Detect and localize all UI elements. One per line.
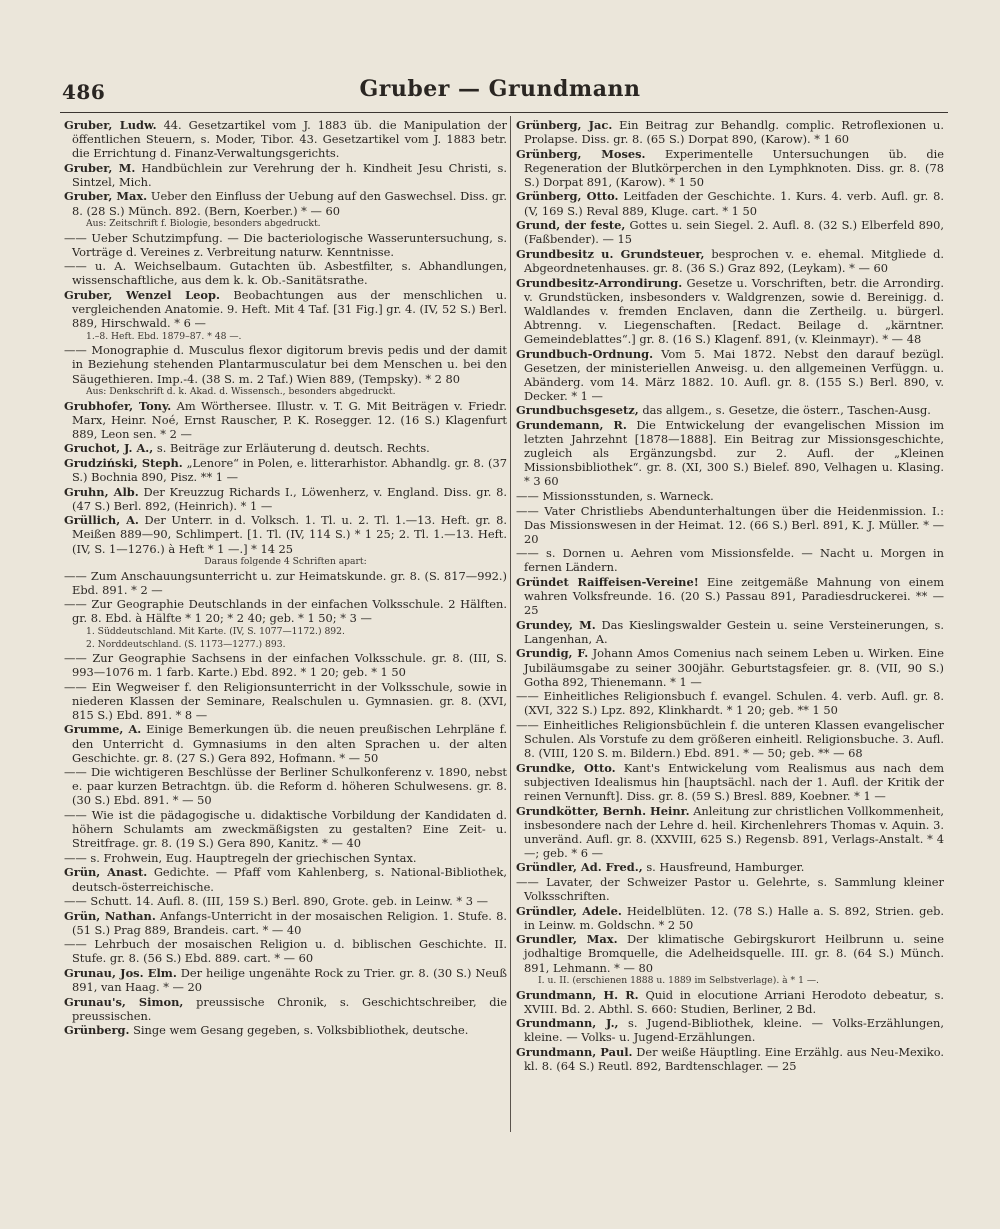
bibliography-entry	[516, 689, 944, 717]
bibliography-entry	[516, 276, 944, 346]
entry-heading: Grünberg, Jac.	[516, 118, 613, 132]
entry-text: Johann Amos Comenius nach seinem Leben u. Wirken. Eine Jubiläumsgabe zu seiner 300jähr. Geburtstagsfeier. gr. 8. (VII, 90 S.) Gotha 892, Thienemann. * 1 —	[524, 646, 944, 689]
bibliography-entry	[516, 575, 944, 617]
bibliography-entry	[64, 651, 507, 679]
entry-text: besprochen v. e. ehemal. Mitgliede d. Abgeordnetenhauses. gr. 8. (36 S.) Graz 892, (Leykam). * — 60	[524, 246, 944, 275]
entry-text: —— Die wichtigeren Beschlüsse der Berliner Schulkonferenz v. 1890, nebst e. paar kurzen Betrachtgn. üb. die Reform d. höheren Schulwesens. gr. 8. (30 S.) Ebd. 891. * — 50	[64, 765, 507, 808]
entry-heading: Grüllich, A.	[64, 513, 139, 528]
bibliography-entry	[64, 569, 507, 597]
bibliography-entry	[64, 722, 507, 764]
entry-note: 1.–8. Heft. Ebd. 1879–87. * 48 —.	[86, 330, 242, 342]
entry-text: Anleitung zur christlichen Vollkommenheit, insbesondere nach der Lehre d. heil. Kirchenlehrers Thomas v. Aquin. 3. unveränd. Aufl. gr. 8. (XXVIII, 625 S.) Regensb. 891, Verlags-Anstalt. * 4 —; geb. * 6 —	[524, 803, 944, 860]
bibliography-entry	[64, 231, 507, 259]
entry-heading: Gründler, Adele.	[516, 903, 622, 918]
entry-heading: Grunau, Jos. Elm.	[64, 966, 177, 981]
entry-text: Gottes u. sein Siegel. 2. Aufl. 8. (32 S.) Elberfeld 890, (Faßbender). — 15	[524, 218, 944, 247]
entry-heading: Grund, der feste,	[516, 218, 626, 233]
bibliography-entry	[516, 618, 944, 646]
entry-text: Heidelblüten. 12. (78 S.) Halle a. S. 892, Strien. geb. in Leinw. m. Goldschn. * 2 50	[524, 903, 944, 932]
entry-text: Experimentelle Untersuchungen üb. die Regeneration der Blutkörperchen in den Lymphknoten. Diss. gr. 8. (78 S.) Dorpat 891, (Karow). * 1 50	[524, 146, 944, 189]
entry-note: Daraus folgende 4 Schriften apart:	[204, 556, 367, 568]
bibliography-entry	[64, 513, 507, 555]
bibliography-entry	[64, 680, 507, 722]
bibliography-entry	[516, 118, 944, 146]
entry-text: —— Wie ist die pädagogische u. didaktische Vorbildung der Kandidaten d. höhern Schulamts am zweckmäßigsten zu gestalten? Eine Zeit- u. Streitfrage. gr. 8. (19 S.) Gera 890, Kanitz. * — 40	[64, 808, 507, 851]
entry-text: —— Missionsstunden, s. Warneck.	[516, 488, 714, 503]
entry-text: —— Zur Geographie Deutschlands in der einfachen Volksschule. 2 Hälften. gr. 8. Ebd. à Hälfte * 1 20; * 2 40; geb. * 1 50; * 3 —	[64, 597, 507, 626]
entry-text: Der weiße Häuptling. Eine Erzählg. aus Neu-Mexiko. kl. 8. (64 S.) Reutl. 892, Bardtenschlager. — 25	[524, 1045, 944, 1074]
entry-text: s. Hausfreund, Hamburger.	[646, 860, 805, 875]
entry-heading: Gruhn, Alb.	[64, 484, 139, 499]
bibliography-entry	[516, 875, 944, 903]
entry-text: Der Kreuzzug Richards I., Löwenherz, v. England. Diss. gr. 8. (47 S.) Berl. 892, (Heinrich). * 1 —	[72, 484, 507, 513]
entry-heading: Grundbesitz u. Grundsteuer,	[516, 246, 705, 261]
entry-heading: Grudziński, Steph.	[64, 455, 183, 470]
bibliography-entry	[64, 597, 507, 625]
bibliography-entry	[64, 161, 507, 189]
bibliography-entry	[516, 403, 944, 417]
entry-text: 44. Gesetzartikel vom J. 1883 üb. die Manipulation der öffentlichen Steuern, s. Moder, Tibor. 43. Gesetzartikel vom J. 1883 betr. die Errichtung d. Finanz-Verwaltungsgerichts.	[72, 118, 507, 161]
bibliography-entry	[516, 932, 944, 974]
bibliography-entry	[64, 189, 507, 217]
entry-heading: Grundke, Otto.	[516, 760, 616, 775]
entry-text: —— Ueber Schutzimpfung. — Die bacteriologische Wasseruntersuchung, s. Vorträge d. Vereines z. Verbreitung naturw. Kenntnisse.	[64, 230, 507, 259]
entry-text: Singe wem Gesang gegeben, s. Volksbibliothek, deutsche.	[133, 1023, 469, 1038]
entry-note: 1. Süddeutschland. Mit Karte. (IV, S. 1077—1172.) 892.	[86, 626, 345, 637]
page-number: 486	[62, 80, 106, 104]
column-divider	[510, 116, 511, 1132]
bibliography-entry	[64, 865, 507, 893]
bibliography-entry	[516, 147, 944, 189]
entry-text: Eine zeitgemäße Mahnung von einem wahren Volksfreunde. 16. (20 S.) Passau 891, Paradiesdruckerei. ** — 25	[524, 575, 944, 618]
entry-heading: Grün, Anast.	[64, 865, 148, 880]
entry-text: Gedichte. — Pfaff vom Kahlenberg, s. National-Bibliothek, deutsch-österreichische.	[72, 865, 507, 894]
bibliography-entry	[516, 546, 944, 574]
entry-text: —— Lehrbuch der mosaischen Religion u. d. biblischen Geschichte. II. Stufe. gr. 8. (56 S.) Ebd. 889. cart. * — 60	[64, 937, 507, 966]
bibliography-entry	[64, 1023, 507, 1037]
bibliography-entry	[64, 851, 507, 865]
entry-note: Aus: Denkschrift d. k. Akad. d. Wissensch., besonders abgedruckt.	[86, 386, 396, 398]
entry-text: —— s. Frohwein, Eug. Hauptregeln der griechischen Syntax.	[64, 850, 417, 865]
entry-heading: Gruber, Wenzel Leop.	[64, 288, 220, 303]
bibliography-entry	[516, 860, 944, 874]
left-column	[64, 118, 507, 1208]
bibliography-entry	[64, 288, 507, 330]
entry-heading: Grundmann, Paul.	[516, 1045, 633, 1059]
entry-heading: Grünberg, Otto.	[516, 189, 619, 204]
entry-text: Beobachtungen aus der menschlichen u. vergleichenden Anatomie. 9. Heft. Mit 4 Taf. [31 Fig.] gr. 4. (IV, 52 S.) Berl. 889, Hirschwald. * 6 —	[72, 288, 507, 331]
entry-text: Leitfaden der Geschichte. 1. Kurs. 4. verb. Aufl. gr. 8. (V, 169 S.) Reval 889, Kluge. cart. * 1 50	[524, 189, 944, 218]
entry-heading: Grundler, Max.	[516, 932, 618, 947]
bibliography-entry	[64, 399, 507, 441]
bibliography-entry	[516, 904, 944, 932]
bibliography-entry	[64, 485, 507, 513]
bibliography-entry	[516, 218, 944, 246]
bibliography-entry	[64, 259, 507, 287]
entry-text: —— Einheitliches Religionsbuch f. evangel. Schulen. 4. verb. Aufl. gr. 8. (XVI, 322 S.) Lpz. 892, Klinkhardt. * 1 20; geb. ** 1 50	[516, 689, 944, 718]
entry-heading: Gruber, Ludw.	[64, 118, 157, 132]
right-column	[516, 118, 944, 1208]
entry-heading: Grünberg, Moses.	[516, 146, 646, 161]
entry-text: —— Ein Wegweiser f. den Religionsunterricht in der Volksschule, sowie in niederen Klassen der Seminare, Realschulen u. Gymnasien. gr. 8. (XVI, 815 S.) Ebd. 891. * 8 —	[64, 679, 507, 722]
entry-heading: Grundemann, R.	[516, 417, 627, 432]
entry-heading: Grundig, F.	[516, 646, 589, 661]
entry-heading: Gründler, Ad. Fred.,	[516, 860, 643, 875]
entry-heading: Grunau's, Simon,	[64, 994, 184, 1009]
bibliography-entry	[64, 894, 507, 908]
entry-heading: Grundmann, H. R.	[516, 987, 639, 1002]
entry-note: I. u. II. (erschienen 1888 u. 1889 im Selbstverlage). à * 1 —.	[538, 975, 819, 987]
entry-text: Die Entwickelung der evangelischen Mission im letzten Jahrzehnt [1878—1888]. Ein Beitrag zur Missionsgeschichte, zugleich als Ergänzungsbd. zur 2. Aufl. der „Kleinen Missionsbibliothek“. gr. 8. (XI, 300 S.) Bielef. 890, Velhagen u. Klasing. * 3 60	[524, 417, 944, 489]
bibliography-entry	[64, 441, 507, 455]
bibliography-entry	[64, 909, 507, 937]
entry-text: Das Kieslingswalder Gestein u. seine Versteinerungen, s. Langenhan, A.	[524, 617, 944, 646]
entry-heading: Gründet Raiffeisen-Vereine!	[516, 575, 699, 589]
bibliography-entry	[516, 418, 944, 488]
bibliography-entry	[64, 966, 507, 994]
bibliography-entry	[64, 995, 507, 1023]
bibliography-entry	[516, 804, 944, 860]
entry-text: Einige Bemerkungen üb. die neuen preußischen Lehrpläne f. den Unterricht d. Gymnasiums in den alten Sprachen u. der alten Geschichte. gr. 8. (27 S.) Gera 892, Hofmann. * — 50	[72, 722, 507, 765]
header-rule	[60, 112, 948, 113]
bibliography-entry	[516, 988, 944, 1016]
entry-text: —— Monographie d. Musculus flexor digitorum brevis pedis und der damit in Beziehung stehenden Plantarmusculatur bei dem Menschen u. bei den Säugethieren. Imp.-4. (38 S. m. 2 Taf.) Wien 889, (Tempsky). * 2 80	[64, 343, 507, 386]
entry-heading: Gruber, M.	[64, 160, 136, 175]
entry-heading: Grünberg.	[64, 1023, 130, 1038]
entry-heading: Grundkötter, Bernh. Heinr.	[516, 803, 690, 818]
entry-text: Kant's Entwickelung vom Realismus aus nach dem subjectiven Idealismus hin [hauptsächl. nach der 1. Aufl. der Kritik der reinen Vernunft]. Diss. gr. 8. (59 S.) Bresl. 889, Koebner. * 1 —	[524, 760, 944, 803]
bibliography-entry	[516, 489, 944, 503]
bibliography-entry	[64, 765, 507, 807]
bibliography-entry	[516, 1016, 944, 1044]
entry-text: Ueber den Einfluss der Uebung auf den Gaswechsel. Diss. gr. 8. (28 S.) Münch. 892. (Bern, Koerber.) * — 60	[72, 189, 507, 218]
entry-text: Ein Beitrag zur Behandlg. complic. Retroflexionen u. Prolapse. Diss. gr. 8. (65 S.) Dorpat 890, (Karow). * 1 60	[524, 118, 944, 147]
bibliography-entry	[516, 718, 944, 760]
entry-text: —— Lavater, der Schweizer Pastor u. Gelehrte, s. Sammlung kleiner Volksschriften.	[516, 874, 944, 904]
entry-note: Aus: Zeitschrift f. Biologie, besonders abgedruckt.	[86, 218, 321, 230]
bibliography-entry	[516, 646, 944, 688]
entry-heading: Gruber, Max.	[64, 189, 148, 204]
entry-heading: Grundmann, J.,	[516, 1016, 619, 1031]
bibliography-entry	[64, 343, 507, 385]
entry-text: —— u. A. Weichselbaum. Gutachten üb. Asbestfilter, s. Abhandlungen, wissenschaftliche, aus dem k. k. Ob.-Sanitätsrathe.	[64, 259, 507, 288]
entry-text: Der Unterr. in d. Volksch. 1. Tl. u. 2. Tl. 1.—13. Heft. gr. 8. Meißen 889—90, Schlimpert. [1. Tl. (IV, 114 S.) * 1 25; 2. Tl. 1.—13. Heft. (IV, S. 1—1276.) à Heft * 1 —.] * 14 25	[72, 513, 507, 556]
entry-text: —— s. Dornen u. Aehren vom Missionsfelde. — Nacht u. Morgen in fernen Ländern.	[516, 546, 944, 575]
entry-text: —— Vater Christliebs Abendunterhaltungen über die Heidenmission. I.: Das Missionswesen in der Heimat. 12. (66 S.) Berl. 891, K. J. Müller. * — 20	[516, 503, 944, 546]
bibliography-entry	[516, 761, 944, 803]
entry-text: s. Beiträge zur Erläuterung d. deutsch. Rechts.	[156, 441, 430, 456]
entry-text: Gesetze u. Vorschriften, betr. die Arrondirg. v. Grundstücken, insbesonders v. Waldgrenzen, sowie d. Bereinigg. d. Waldlandes v. fremden Enclaven, dann die Zertheilg. u. bürgerl. Abtrenng. v. Liegenschaften. [Redact. Beilage d. „kärntner. Gemeindeblattes“.] gr. 8. (16 S.) Klagenf. 891, (v. Kleinmayr). * — 48	[524, 275, 944, 346]
entry-note: 2. Norddeutschland. (S. 1173—1277.) 893.	[86, 638, 286, 650]
entry-heading: Grundbesitz-Arrondirung.	[516, 275, 683, 290]
entry-text: Quid in elocutione Arriani Herodoto debeatur, s. XVIII. Bd. 2. Abthl. S. 660: Studien, Berliner, 2 Bd.	[524, 987, 944, 1016]
entry-text: —— Zum Anschauungsunterricht u. zur Heimatskunde. gr. 8. (S. 817—992.) Ebd. 891. * 2 —	[64, 568, 507, 597]
entry-text: —— Zur Geographie Sachsens in der einfachen Volksschule. gr. 8. (III, S. 993—1076 m. 1 farb. Karte.) Ebd. 892. * 1 20; geb. * 1 50	[64, 651, 507, 680]
bibliography-entry	[64, 456, 507, 484]
entry-heading: Grundbuchsgesetz,	[516, 403, 639, 418]
entry-text: „Lenore“ in Polen, e. litterarhistor. Abhandlg. gr. 8. (37 S.) Bochnia 890, Pisz. ** 1 —	[72, 455, 507, 485]
bibliography-entry	[516, 347, 944, 403]
bibliography-entry	[516, 189, 944, 217]
entry-text: Handbüchlein zur Verehrung der h. Kindheit Jesu Christi, s. Sintzel, Mich.	[72, 160, 507, 189]
entry-text: das allgem., s. Gesetze, die österr., Taschen-Ausg.	[642, 403, 931, 418]
entry-text: Anfangs-Unterricht in der mosaischen Religion. 1. Stufe. 8. (51 S.) Prag 889, Brandeis. cart. * — 40	[72, 908, 507, 937]
bibliography-entry	[64, 118, 507, 160]
entry-text: Der klimatische Gebirgskurort Heilbrunn u. seine jodhaltige Bromquelle, die Adelheidsquelle. III. gr. 8. (64 S.) Münch. 891, Lehmann. * — 80	[524, 932, 944, 975]
bibliography-entry	[516, 1045, 944, 1073]
entry-heading: Grundey, M.	[516, 617, 596, 632]
bibliography-entry	[516, 504, 944, 546]
entry-heading: Grumme, A.	[64, 722, 142, 737]
entry-text: —— Einheitliches Religionsbüchlein f. die unteren Klassen evangelischer Schulen. Als Vorstufe zu dem größeren einheitl. Religionsbuche. 3. Aufl. 8. (VIII, 120 S. m. Bildern.) Ebd. 891. * — 50; geb. ** — 68	[516, 717, 944, 761]
entry-text: s. Jugend-Bibliothek, kleine. — Volks-Erzählungen, kleine. — Volks- u. Jugend-Erzählungen.	[524, 1016, 944, 1045]
running-head: Gruber — Grundmann	[359, 76, 641, 102]
entry-heading: Gruchot, J. A.,	[64, 441, 154, 456]
entry-heading: Grün, Nathan.	[64, 908, 156, 923]
entry-text: preussische Chronik, s. Geschichtschreiber, die preussischen.	[72, 994, 507, 1023]
entry-text: Am Wörthersee. Illustr. v. T. G. Mit Beiträgen v. Friedr. Marx, Heinr. Noé, Ernst Rauscher, P. K. Rosegger. 12. (16 S.) Klagenfurt 889, Leon sen. * 2 —	[72, 398, 507, 441]
bibliography-entry	[516, 247, 944, 275]
bibliography-entry	[64, 937, 507, 965]
entry-text: Der heilige ungenähte Rock zu Trier. gr. 8. (30 S.) Neuß 891, van Haag. * — 20	[72, 966, 507, 995]
entry-heading: Grundbuch-Ordnung.	[516, 346, 654, 361]
entry-heading: Grubhofer, Tony.	[64, 398, 172, 413]
entry-text: Vom 5. Mai 1872. Nebst den darauf bezügl. Gesetzen, der ministeriellen Anweisg. u. den allgemeinen Verfüggn. u. Abänderg. vom 14. März 1882. 10. Aufl. gr. 8. (155 S.) Berl. 890, v. Decker. * 1 —	[524, 346, 944, 403]
entry-text: —— Schutt. 14. Aufl. 8. (III, 159 S.) Berl. 890, Grote. geb. in Leinw. * 3 —	[64, 894, 488, 909]
bibliography-entry	[64, 808, 507, 850]
